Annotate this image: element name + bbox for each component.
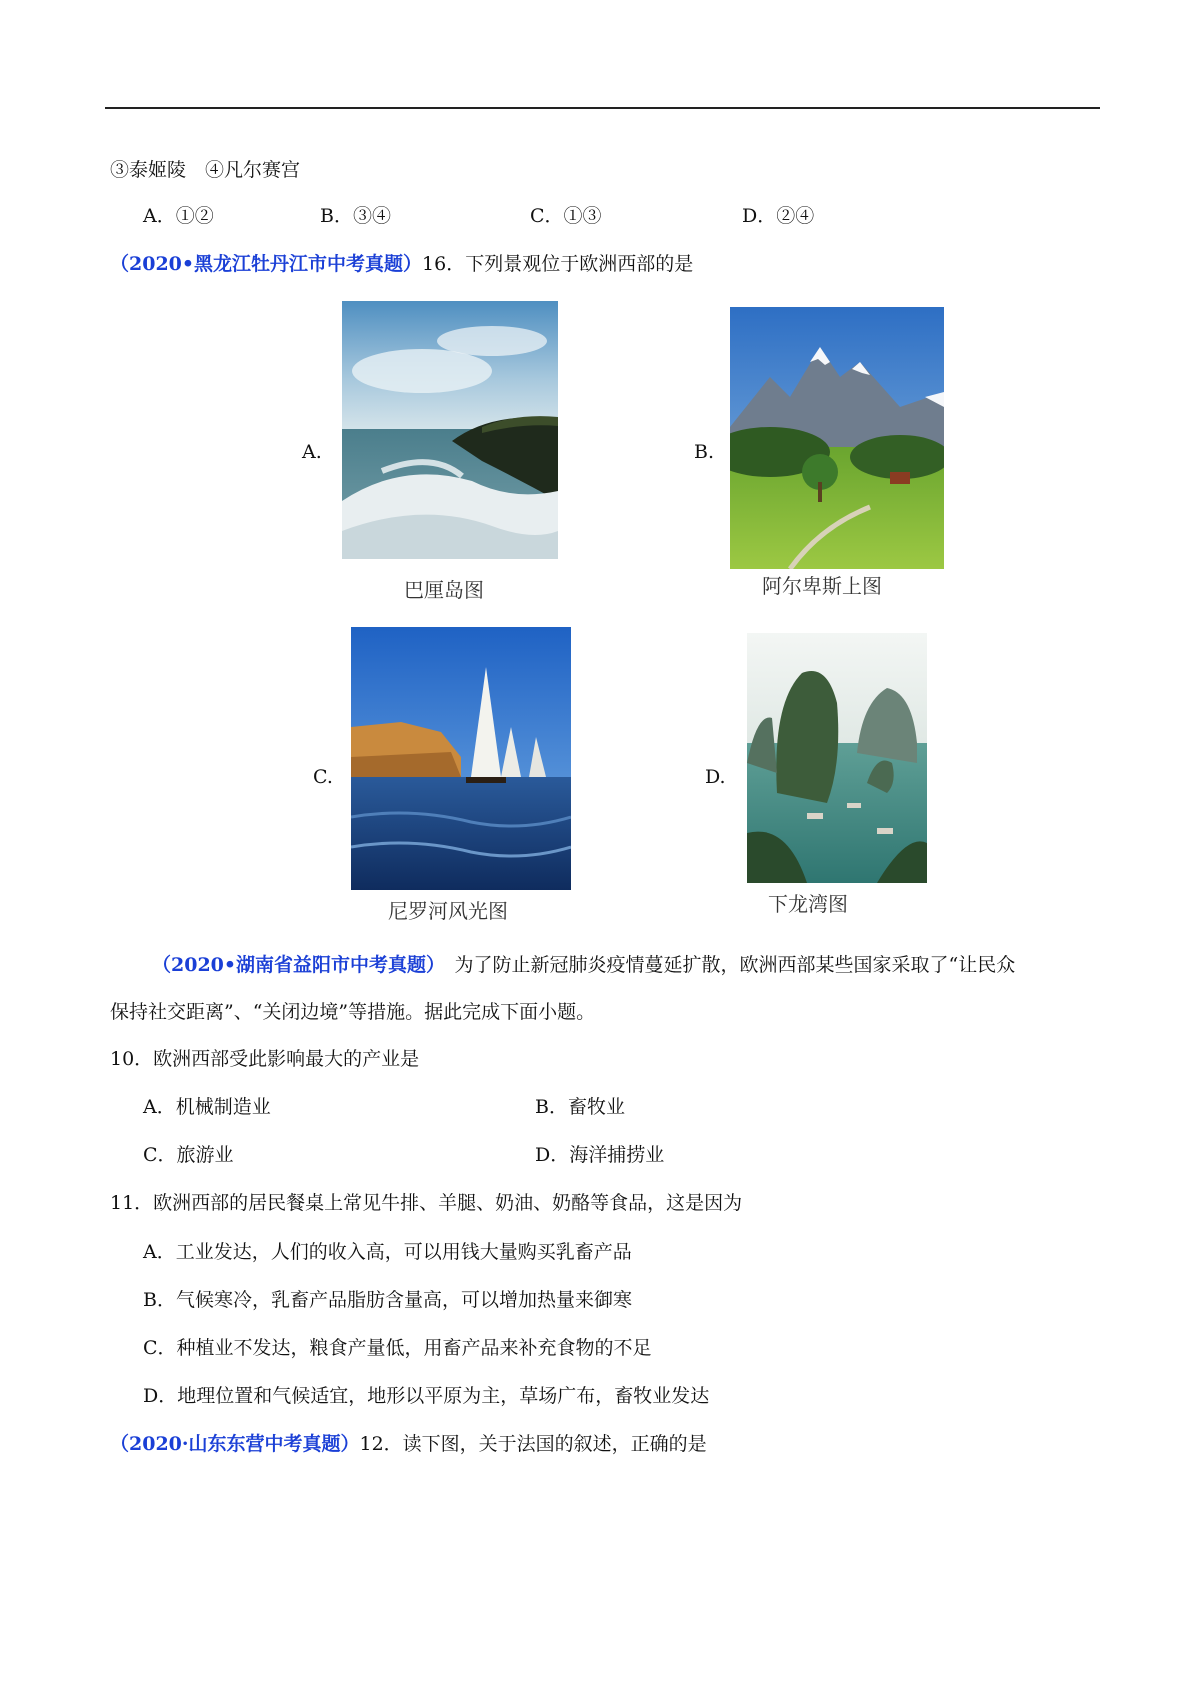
header-rule [105, 107, 1100, 109]
q16-stem: 16．下列景观位于欧洲西部的是 [422, 253, 694, 275]
image-b-letter[interactable]: B. [694, 441, 715, 463]
q10-choice-b[interactable]: B．畜牧业 [535, 1096, 625, 1118]
q12-stem: 12．读下图，关于法国的叙述，正确的是 [359, 1433, 707, 1455]
q10-stem: 10．欧洲西部受此影响最大的产业是 [110, 1048, 420, 1070]
image-c-letter[interactable]: C. [313, 766, 333, 788]
q10-choice-d[interactable]: D．海洋捕捞业 [535, 1144, 665, 1166]
top-choice-d[interactable]: D．②④ [742, 205, 815, 227]
intro-source: （2020•湖南省益阳市中考真题） [152, 954, 436, 976]
halong-bay-photo[interactable] [747, 633, 927, 883]
top-options-line: ③泰姬陵 ④凡尔赛宫 [110, 159, 301, 181]
q12-source: （2020·山东东营中考真题） [110, 1433, 360, 1455]
intro-line-1 [152, 953, 1015, 977]
q11-stem: 11．欧洲西部的居民餐桌上常见牛排、羊腿、奶油、奶酪等食品，这是因为 [110, 1192, 743, 1214]
q11-choice-d[interactable]: D．地理位置和气候适宜，地形以平原为主，草场广布，畜牧业发达 [143, 1385, 710, 1407]
alps-photo[interactable] [730, 307, 944, 569]
image-d-letter[interactable]: D. [705, 766, 726, 788]
q12-line [110, 1432, 707, 1456]
nile-photo[interactable] [351, 627, 571, 890]
q10-choice-a[interactable]: A．机械制造业 [143, 1096, 271, 1118]
image-c-caption: 尼罗河风光图 [388, 899, 508, 923]
q11-choice-b[interactable]: B．气候寒冷，乳畜产品脂肪含量高，可以增加热量来御寒 [143, 1289, 632, 1311]
q16-line [110, 252, 693, 276]
intro-text-1: 为了防止新冠肺炎疫情蔓延扩散，欧洲西部某些国家采取了“让民众 [435, 954, 1016, 976]
image-a-caption: 巴厘岛图 [404, 578, 484, 602]
image-a-letter[interactable]: A. [302, 441, 322, 463]
q11-choice-a[interactable]: A．工业发达，人们的收入高，可以用钱大量购买乳畜产品 [143, 1241, 632, 1263]
q11-choice-c[interactable]: C．种植业不发达，粮食产量低，用畜产品来补充食物的不足 [143, 1337, 652, 1359]
q10-choice-c[interactable]: C．旅游业 [143, 1144, 234, 1166]
image-b-caption: 阿尔卑斯上图 [762, 574, 882, 598]
top-choice-a[interactable]: A．①② [143, 205, 214, 227]
bali-photo[interactable] [342, 301, 558, 559]
top-choice-c[interactable]: C．①③ [530, 205, 602, 227]
top-choice-b[interactable]: B．③④ [320, 205, 391, 227]
image-d-caption: 下龙湾图 [768, 892, 848, 916]
intro-line-2: 保持社交距离”、“关闭边境”等措施。据此完成下面小题。 [110, 1001, 596, 1023]
q16-source: （2020•黑龙江牡丹江市中考真题） [110, 253, 423, 275]
